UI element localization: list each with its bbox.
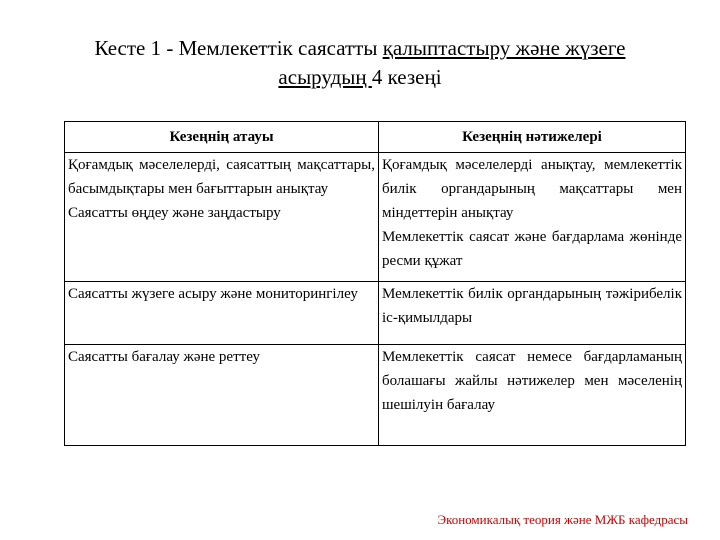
result-cell [379, 282, 686, 345]
result-text: Мемлекеттік саясат және бағдарлама жөнінде ресми құжат [382, 229, 682, 269]
header-stage-results: Кезеңнің нәтижелері [379, 122, 686, 153]
table-header-row [65, 122, 686, 153]
department-footer: Экономикалық теория және МЖБ кафедрасы [437, 512, 688, 527]
stage-text: Саясатты жүзеге асыру және мониторингілеу [68, 286, 358, 302]
title-text-3: асырудың [278, 65, 372, 89]
title-text-2: қалыптастыру және жүзеге [382, 36, 626, 60]
stage-text: Қоғамдық мәселелерді, саясаттың мақсаттары, басымдықтары мен бағыттарын анықтау [68, 157, 375, 197]
table-row [65, 282, 686, 345]
stages-table [64, 121, 686, 446]
stage-cell [65, 153, 379, 282]
result-cell [379, 345, 686, 446]
table-row [65, 345, 686, 446]
stage-cell [65, 345, 379, 446]
stage-cell [65, 282, 379, 345]
title-text-4: 4 кезеңі [371, 65, 442, 89]
title-text-1: Кесте 1 - Мемлекеттік саясатты [94, 36, 383, 60]
stage-text: Саясатты өңдеу және заңдастыру [68, 205, 281, 221]
result-text: Мемлекеттік саясат немесе бағдарламаның болашағы жайлы нәтижелер мен мәселенің шешілуін бағалау [382, 349, 682, 413]
stage-text: Саясатты бағалау және реттеу [68, 349, 260, 365]
page-title [40, 34, 680, 92]
table-row [65, 153, 686, 282]
result-cell [379, 153, 686, 282]
result-text: Қоғамдық мәселелерді анықтау, мемлекеттік билік органдарының мақсаттары мен міндеттерін анықтау [382, 157, 682, 221]
header-stage-name: Кезеңнің атауы [65, 122, 379, 153]
result-text: Мемлекеттік билік органдарының тәжірибелік іс-қимылдары [382, 286, 682, 326]
